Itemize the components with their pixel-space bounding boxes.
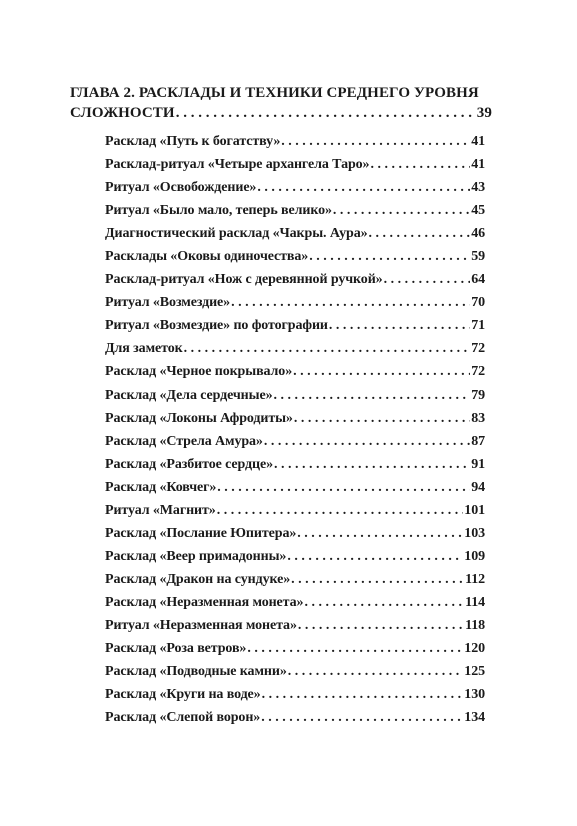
dot-leader xyxy=(297,522,463,545)
toc-entry xyxy=(105,199,485,222)
toc-entry-title: Расклад «Локоны Афродиты» xyxy=(105,410,293,426)
toc-entry-page-number: 64 xyxy=(471,272,485,288)
toc-entry-page-number: 91 xyxy=(471,456,485,472)
dot-leader xyxy=(281,130,470,153)
toc-entry-title: Ритуал «Неразменная монета» xyxy=(105,617,297,633)
toc-entry-title: Расклад «Послание Юпитера» xyxy=(105,525,297,541)
dot-leader xyxy=(369,222,471,245)
toc-entry-page-number: 134 xyxy=(464,710,485,726)
dot-leader xyxy=(293,360,470,383)
toc-entry-page-number: 41 xyxy=(471,134,485,149)
toc-entry xyxy=(105,522,485,545)
toc-entry xyxy=(105,430,485,453)
toc-entry-page-number: 43 xyxy=(471,180,485,196)
toc-entry-page-number: 72 xyxy=(471,364,485,380)
toc-entries xyxy=(105,130,485,729)
toc-entry-page-number: 71 xyxy=(471,318,485,334)
chapter-page-number: 39 xyxy=(476,105,492,121)
toc-entry-title: Расклад «Путь к богатству» xyxy=(105,134,281,149)
toc-entry-page-number: 59 xyxy=(471,249,485,265)
toc-entry xyxy=(105,545,485,568)
toc-entry-title: Ритуал «Возмездие» xyxy=(105,295,231,311)
toc-entry-title: Расклад «Дракон на сундуке» xyxy=(105,571,291,587)
toc-entry xyxy=(105,683,485,706)
toc-entry-title: Расклад-ритуал «Четыре архангела Таро» xyxy=(105,157,370,173)
toc-entry-title: Расклад «Черное покрывало» xyxy=(105,364,293,380)
toc-entry xyxy=(105,245,485,268)
toc-entry-title: Расклад «Круги на воде» xyxy=(105,687,261,703)
toc-entry-title: Для заметок xyxy=(105,341,183,357)
toc-entry-page-number: 120 xyxy=(464,641,485,657)
chapter-heading xyxy=(70,83,492,123)
dot-leader xyxy=(294,407,470,430)
dot-leader xyxy=(262,683,464,706)
toc-entry-title: Диагностический расклад «Чакры. Аура» xyxy=(105,226,368,242)
chapter-title-line1: ГЛАВА 2. РАСКЛАДЫ И ТЕХНИКИ СРЕДНЕГО УРОВНЯ xyxy=(70,85,479,101)
toc-entry xyxy=(105,176,485,199)
dot-leader xyxy=(298,614,464,637)
toc-entry xyxy=(105,314,485,337)
chapter-title-line2-row xyxy=(70,103,492,123)
dot-leader xyxy=(304,591,464,614)
toc-entry xyxy=(105,499,485,522)
toc-entry-page-number: 41 xyxy=(471,157,485,173)
toc-entry xyxy=(105,706,485,729)
toc-entry xyxy=(105,591,485,614)
chapter-title-line2: СЛОЖНОСТИ xyxy=(70,105,175,121)
toc-entry-title: Расклад «Дела сердечные» xyxy=(105,387,273,403)
dot-leader xyxy=(217,499,464,522)
toc-entry-title: Ритуал «Было мало, теперь велико» xyxy=(105,203,332,219)
toc-entry-page-number: 87 xyxy=(471,433,485,449)
dot-leader xyxy=(231,291,470,314)
toc-entry xyxy=(105,337,485,360)
toc-entry-page-number: 72 xyxy=(471,341,485,357)
toc-entry-page-number: 101 xyxy=(464,502,485,518)
toc-entry xyxy=(105,384,485,407)
toc-entry-title: Расклад «Ковчег» xyxy=(105,479,217,495)
toc-entry-title: Ритуал «Возмездие» по фотографии xyxy=(105,318,328,334)
toc-entry-page-number: 79 xyxy=(471,387,485,403)
toc-entry-page-number: 70 xyxy=(471,295,485,311)
toc-entry xyxy=(105,407,485,430)
toc-entry-page-number: 94 xyxy=(471,479,485,495)
dot-leader xyxy=(274,384,471,407)
toc-entry-title: Расклад «Стрела Амура» xyxy=(105,433,263,449)
toc-entry xyxy=(105,568,485,591)
dot-leader xyxy=(184,337,471,360)
toc-entry xyxy=(105,153,485,176)
toc-entry-title: Расклад «Веер примадонны» xyxy=(105,548,287,564)
toc-entry xyxy=(105,637,485,660)
dot-leader xyxy=(176,103,476,123)
toc-entry xyxy=(105,222,485,245)
dot-leader xyxy=(261,706,463,729)
toc-entry-page-number: 45 xyxy=(471,203,485,219)
dot-leader xyxy=(247,637,463,660)
toc-entry-title: Расклад-ритуал «Нож с деревянной ручкой» xyxy=(105,272,383,288)
toc-entry-title: Расклад «Подводные камни» xyxy=(105,664,287,680)
toc-entry-page-number: 130 xyxy=(464,687,485,703)
toc-entry xyxy=(105,291,485,314)
dot-leader xyxy=(333,199,470,222)
dot-leader xyxy=(274,453,470,476)
dot-leader xyxy=(264,430,470,453)
dot-leader xyxy=(287,545,463,568)
toc-entry-title: Расклады «Оковы одиночества» xyxy=(105,249,309,265)
toc-entry xyxy=(105,614,485,637)
toc-entry-page-number: 109 xyxy=(464,548,485,564)
dot-leader xyxy=(217,476,470,499)
toc-entry-title: Расклад «Слепой ворон» xyxy=(105,710,261,726)
dot-leader xyxy=(291,568,464,591)
toc-entry-page-number: 83 xyxy=(471,410,485,426)
dot-leader xyxy=(309,245,470,268)
dot-leader xyxy=(370,153,470,176)
toc-entry-title: Расклад «Разбитое сердце» xyxy=(105,456,273,472)
toc-entry xyxy=(105,476,485,499)
toc-entry xyxy=(105,268,485,291)
toc-entry-page-number: 125 xyxy=(464,664,485,680)
toc-entry-page-number: 103 xyxy=(464,525,485,541)
toc-entry xyxy=(105,360,485,383)
toc-entry-title: Расклад «Роза ветров» xyxy=(105,641,247,657)
toc-entry xyxy=(105,660,485,683)
toc-entry-page-number: 46 xyxy=(471,226,485,242)
dot-leader xyxy=(288,660,464,683)
dot-leader xyxy=(329,314,470,337)
toc-entry-title: Расклад «Неразменная монета» xyxy=(105,594,304,610)
toc-entry-page-number: 114 xyxy=(465,594,485,610)
toc-entry xyxy=(105,453,485,476)
dot-leader xyxy=(257,176,470,199)
toc-entry-page-number: 112 xyxy=(465,571,485,587)
toc-entry xyxy=(105,130,485,153)
toc-entry-title: Ритуал «Освобождение» xyxy=(105,180,257,196)
toc-entry-page-number: 118 xyxy=(465,617,485,633)
dot-leader xyxy=(384,268,471,291)
toc-entry-title: Ритуал «Магнит» xyxy=(105,502,216,518)
